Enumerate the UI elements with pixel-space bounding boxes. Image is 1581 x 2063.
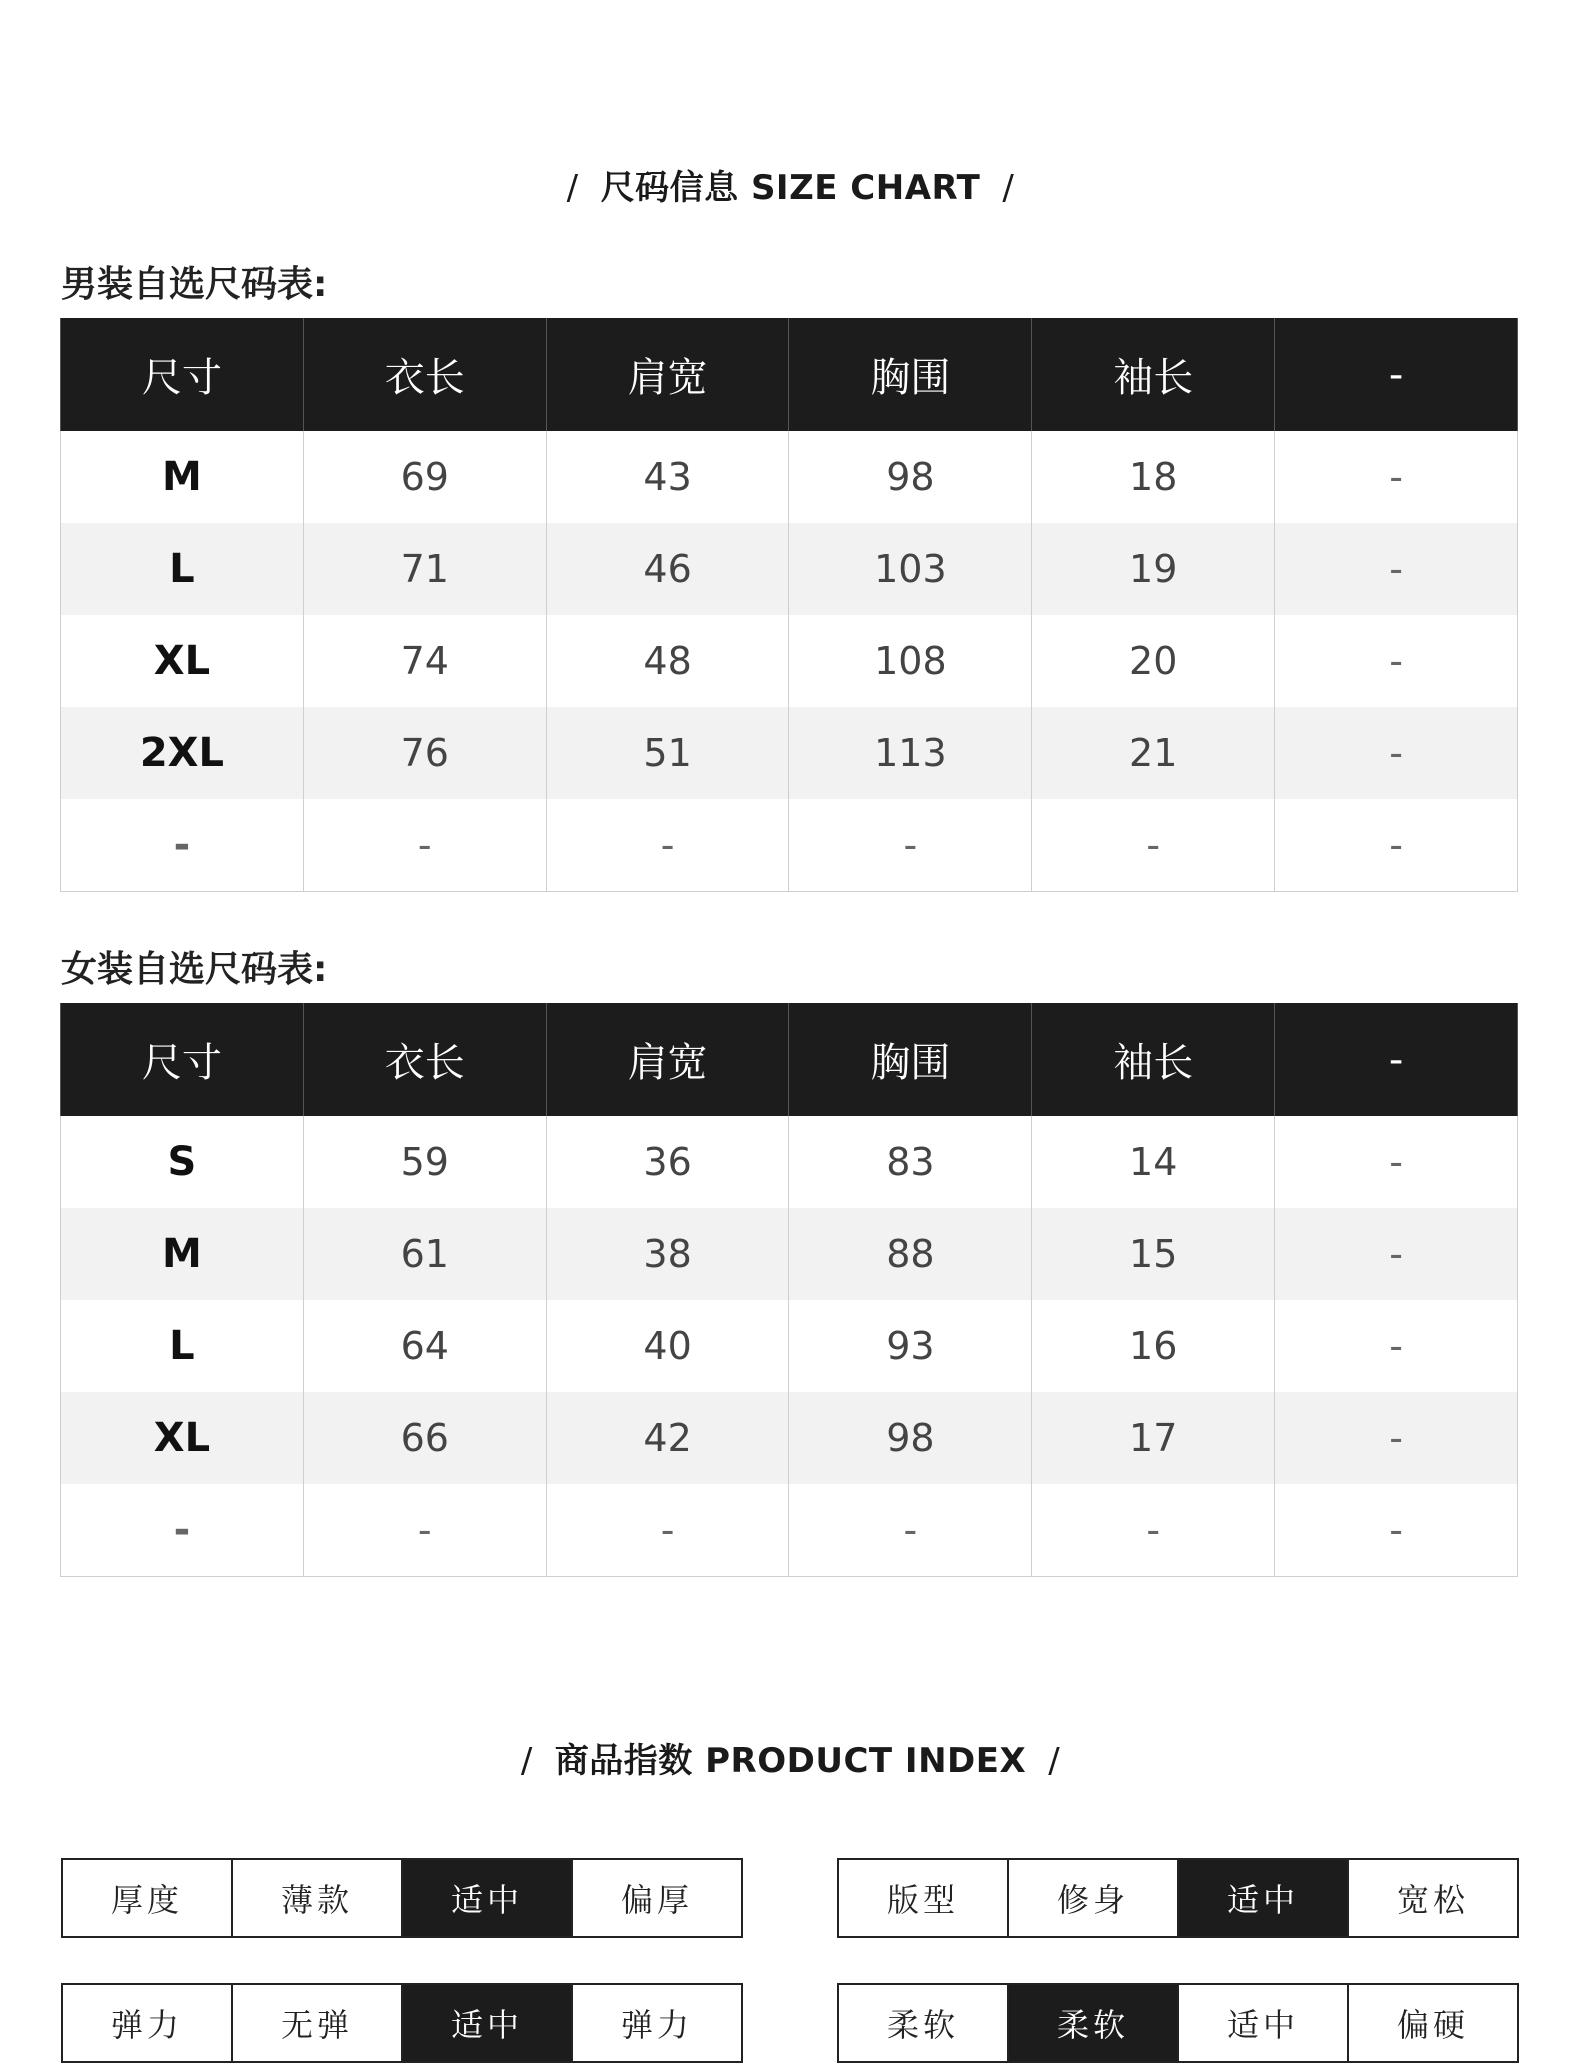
table-row [61,615,1518,707]
product-index-title [0,1733,1581,1782]
table-cell: 40 [546,1300,789,1392]
table-cell: 38 [546,1208,789,1300]
title-slash-right: / [1002,168,1015,208]
size-cell: M [61,431,304,523]
index-option: 偏硬 [1347,1985,1517,2061]
index-option-selected: 适中 [1177,1860,1347,1936]
index-option-selected: 适中 [401,1860,571,1936]
table-cell: 108 [789,615,1032,707]
header-cell: 衣长 [303,1003,546,1116]
title-text: 尺码信息 SIZE CHART [600,168,981,208]
size-cell: L [61,1300,304,1392]
size-cell: S [61,1116,304,1208]
table-cell: 69 [303,431,546,523]
table-cell: 74 [303,615,546,707]
size-cell: 2XL [61,707,304,799]
table-cell: 51 [546,707,789,799]
table-cell: - [1275,1208,1518,1300]
table-row [61,431,1518,523]
header-cell: 尺寸 [61,1003,304,1116]
table-cell: 15 [1032,1208,1275,1300]
women-size-table [60,1003,1518,1577]
index-option: 适中 [1177,1985,1347,2061]
table-cell: 93 [789,1300,1032,1392]
header-cell: - [1275,1003,1518,1116]
table-cell: - [1275,1116,1518,1208]
header-cell: 肩宽 [546,318,789,431]
header-cell: 袖长 [1032,318,1275,431]
men-size-table-label: 男装自选尺码表: [61,264,328,305]
table-cell: 71 [303,523,546,615]
header-cell: 胸围 [789,1003,1032,1116]
softness-index [837,1983,1519,2063]
fit-index [837,1858,1519,1938]
men-size-table [60,318,1518,892]
index-label: 弹力 [110,2006,183,2044]
index-option: 宽松 [1347,1860,1517,1936]
table-cell: 88 [789,1208,1032,1300]
table-cell: - [1275,707,1518,799]
table-cell: - [546,799,789,892]
title-slash-left: / [520,1741,533,1781]
table-cell: 113 [789,707,1032,799]
size-chart-title [0,160,1581,209]
table-cell: 17 [1032,1392,1275,1484]
table-row [61,707,1518,799]
table-row [61,1208,1518,1300]
table-row [61,1392,1518,1484]
table-cell: 64 [303,1300,546,1392]
table-row [61,799,1518,892]
table-cell: 48 [546,615,789,707]
table-cell: 42 [546,1392,789,1484]
index-option: 修身 [1007,1860,1177,1936]
title-slash-right: / [1048,1741,1061,1781]
index-option: 无弹 [231,1985,401,2061]
table-cell: 83 [789,1116,1032,1208]
table-row [61,1116,1518,1208]
table-cell: - [546,1484,789,1577]
elasticity-index [61,1983,743,2063]
table-cell: - [789,799,1032,892]
table-header-row [61,1003,1518,1116]
size-cell: L [61,523,304,615]
table-cell: - [1275,615,1518,707]
table-cell: 14 [1032,1116,1275,1208]
index-label: 厚度 [110,1881,183,1919]
women-size-table-label: 女装自选尺码表: [61,949,328,990]
table-cell: - [1275,431,1518,523]
table-cell: - [1275,1392,1518,1484]
index-label: 版型 [886,1881,959,1919]
table-cell: 98 [789,1392,1032,1484]
table-cell: - [1275,523,1518,615]
size-cell: - [61,799,304,892]
table-cell: 76 [303,707,546,799]
table-header-row [61,318,1518,431]
table-cell: 66 [303,1392,546,1484]
title-text: 商品指数 PRODUCT INDEX [554,1741,1027,1781]
header-cell: 尺寸 [61,318,304,431]
table-cell: - [1032,799,1275,892]
table-row [61,1484,1518,1577]
table-cell: 61 [303,1208,546,1300]
table-cell: 36 [546,1116,789,1208]
size-cell: XL [61,615,304,707]
index-option-selected: 柔软 [1007,1985,1177,2061]
table-cell: 18 [1032,431,1275,523]
table-cell: 59 [303,1116,546,1208]
table-cell: - [789,1484,1032,1577]
table-cell: 103 [789,523,1032,615]
header-cell: 袖长 [1032,1003,1275,1116]
header-cell: 肩宽 [546,1003,789,1116]
header-cell: 胸围 [789,318,1032,431]
index-option: 偏厚 [571,1860,741,1936]
table-cell: 46 [546,523,789,615]
index-label: 柔软 [886,2006,959,2044]
size-cell: M [61,1208,304,1300]
index-option: 薄款 [231,1860,401,1936]
table-cell: 21 [1032,707,1275,799]
thickness-index [61,1858,743,1938]
header-cell: 衣长 [303,318,546,431]
table-row [61,523,1518,615]
table-cell: 98 [789,431,1032,523]
header-cell: - [1275,318,1518,431]
table-cell: - [1032,1484,1275,1577]
size-cell: XL [61,1392,304,1484]
size-cell: - [61,1484,304,1577]
index-option: 弹力 [571,1985,741,2061]
table-cell: - [1275,799,1518,892]
table-row [61,1300,1518,1392]
table-cell: - [303,799,546,892]
index-option-selected: 适中 [401,1985,571,2061]
title-slash-left: / [566,168,579,208]
table-cell: 16 [1032,1300,1275,1392]
table-cell: 20 [1032,615,1275,707]
table-cell: 43 [546,431,789,523]
table-cell: - [1275,1484,1518,1577]
table-cell: 19 [1032,523,1275,615]
table-cell: - [1275,1300,1518,1392]
table-cell: - [303,1484,546,1577]
